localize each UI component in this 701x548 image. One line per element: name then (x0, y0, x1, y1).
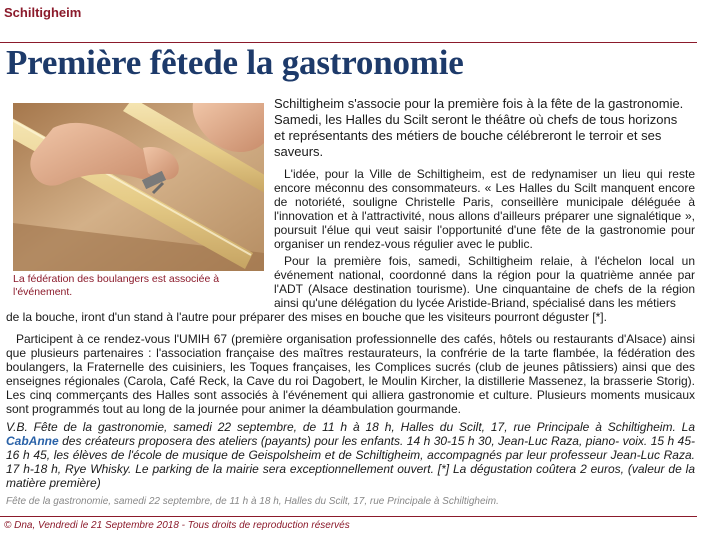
cabanne-link[interactable]: CabAnne (6, 434, 59, 448)
event-info (6, 420, 695, 490)
photo-caption: La fédération des boulangers est associée à l'événement. (13, 273, 220, 298)
event-info-text-continued: des créateurs proposera des ateliers (payants) pour les enfants. 14 h 30-15 h 30, Jean-Luc Raza, piano- voix. 15 h 45-16 h 45, les élèves de l'école de musique de Geispolsheim et de Schiltigheim, accompagnés par leur professeur Jean-Luc Raza. 17 h-18 h, Rye Whisky. Le parking de la mairie sera exceptionnellement ouvert. [*] La dégustation coûtera 2 euros, (valeur de la matière première) (6, 434, 695, 490)
footer-note: Fête de la gastronomie, samedi 22 septembre, de 11 h à 18 h, Halles du Scilt, 17, rue Principale à Schiltigheim. (6, 496, 499, 507)
article-title: Première fêtede la gastronomie (6, 43, 464, 82)
bottom-divider (0, 516, 697, 517)
article-paragraph-2: Pour la première fois, samedi, Schiltigheim relaie, à l'échelon local un événement national, coordonné dans la région pour la quatrième année par l'ADT (Alsace destination tourisme). Une cinquantaine de chefs de la région ainsi qu'une délégation du lycée Aristide-Briand, spécialisé dans les métiers (274, 254, 695, 310)
article-paragraph-2-continued: de la bouche, iront d'un stand à l'autre pour préparer des mises en bouche que les visiteurs pourront déguster [*]. (6, 310, 607, 324)
copyright: © Dna, Vendredi le 21 Septembre 2018 - Tous droits de reproduction réservés (4, 520, 350, 531)
article-paragraph-3: Participent à ce rendez-vous l'UMIH 67 (première organisation professionnelle des cafés, hôtels ou restaurants d'Alsace) ainsi que plusieurs partenaires : l'association française des maîtres restaurateurs, la confrérie de la tarte flambée, la fédération des boulangers, la Fraternelle des cuisiniers, les Toques françaises, les Complices sucrés (club de jeunes pâtissiers) ainsi que des enseignes régionales (Carola, Café Reck, la Cave du roi Dagobert, le Moulin Kircher, la distillerie Massenez, la brasserie Storig). Les cinq commerçants des Halles sont associés à l'événement qui alliera gastronomie et culture. Plusieurs moments musicaux sont programmés tout au long de la journée pour animer la déambulation gourmande. (6, 332, 695, 416)
section-label: Schiltigheim (4, 5, 82, 20)
article-photo (13, 103, 264, 271)
event-info-text: V.B. Fête de la gastronomie, samedi 22 septembre, de 11 h à 18 h, Halles du Scilt, 17, rue Principale à Schiltigheim. La (6, 420, 695, 434)
article-lead: Schiltigheim s'associe pour la première fois à la fête de la gastronomie. Samedi, les Halles du Scilt seront le théâtre où chefs de tous horizons et représentants des métiers de bouche célébreront le terroir et ses saveurs. (274, 96, 684, 159)
article-paragraph-1: L'idée, pour la Ville de Schiltigheim, est de redynamiser un lieu qui reste encore méconnu des consommateurs. « Les Halles du Scilt manquent encore de notoriété, souligne Christelle Paris, conseillère municipale déléguée à l'innovation et à l'attractivité, nous allons d'ailleurs préparer une signalétique », poursuit l'élue qui veut saisir l'opportunité d'une fête de la gastronomie pour organiser un rendez-vous régulier avec le public. (274, 167, 695, 251)
bakers-hands-image (13, 103, 264, 271)
